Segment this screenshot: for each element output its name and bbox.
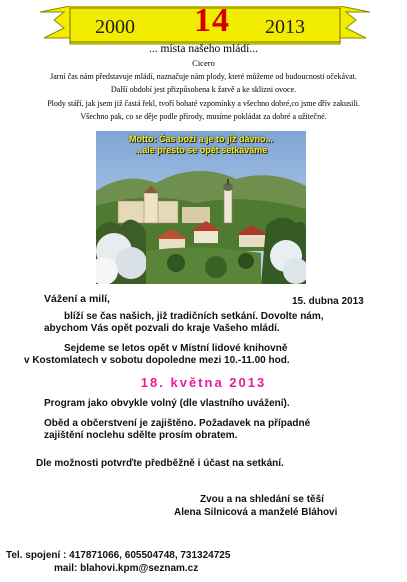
contact-email: mail: blahovi.kpm@seznam.cz <box>54 563 199 574</box>
quote-line: Všechno pak, co se děje podle přírody, musíme pokládat za dobré a užitečné. <box>80 112 327 121</box>
rsvp-note: Dle možnosti potvrďte předběžně i účast na setkání. <box>36 458 284 469</box>
quote-line: Plody stáří, jak jsem již častá řekl, tvoří bohaté vzpomínky a všechno dobré,co jsme dřív zakusili. <box>47 99 360 108</box>
motto-line: ...ale přesto se opět setkáváme <box>134 145 268 155</box>
town-photo <box>96 131 306 284</box>
motto-line: Motto: Čas boží a je to již dávno... <box>128 134 273 144</box>
quote-author: Cicero <box>192 58 215 68</box>
program-note: Program jako obvykle volný (dle vlastního uvážení). <box>44 398 290 409</box>
paragraph-line: v Kostomlatech v sobotu dopoledne mezi 10.-11.00 hod. <box>24 355 290 366</box>
event-date: 18. května 2013 <box>140 375 267 390</box>
subtitle: ... místa našeho mládí... <box>149 43 258 55</box>
signature-names: Alena Silnicová a manželé Bláhovi <box>174 507 338 518</box>
contact-phones: Tel. spojení : 417871066, 605504748, 731324725 <box>6 550 231 561</box>
paragraph-line: blíží se čas našich, již tradičních setkání. Dovolte nám, <box>64 311 324 322</box>
letter-date: 15. dubna 2013 <box>292 296 364 307</box>
paragraph-line: Oběd a občerstvení je zajištěno. Požadavek na případné <box>44 418 311 429</box>
anniversary-number: 14 <box>194 2 230 39</box>
salutation: Vážení a milí, <box>44 293 110 305</box>
quote-line: Další období jest přizpůsobena k žatvě a ke sklizni ovoce. <box>110 85 297 94</box>
paragraph-line: zajištění noclehu sdělte prosím obratem. <box>44 430 238 441</box>
paragraph-line: Sejdeme se letos opět v Místní lidové knihovně <box>64 343 288 354</box>
paragraph-line: abychom Vás opět pozvali do kraje Vašeho mládí. <box>44 323 280 334</box>
motto-caption <box>96 134 306 156</box>
quote-line: Jarní čas nám představuje mládí, naznačuje nám plody, které můžeme od budoucnosti očekávat. <box>50 72 357 81</box>
title-banner <box>40 2 370 48</box>
closing-greeting: Zvou a na shledání se těší <box>200 494 324 505</box>
year-end: 2013 <box>265 16 305 38</box>
year-start: 2000 <box>95 16 135 38</box>
